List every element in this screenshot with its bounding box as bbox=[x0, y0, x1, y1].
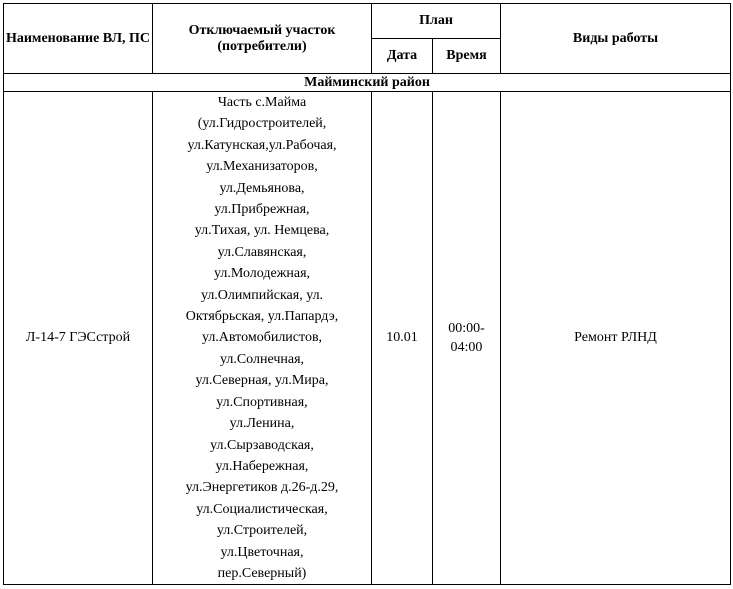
header-line-name: Наименование ВЛ, ПС bbox=[4, 4, 153, 74]
header-plan: План bbox=[372, 4, 501, 39]
outage-schedule-table bbox=[3, 3, 731, 585]
table-row bbox=[4, 92, 731, 585]
header-time: Время bbox=[433, 39, 501, 74]
header-date: Дата bbox=[372, 39, 433, 74]
header-work-type: Виды работы bbox=[501, 4, 731, 74]
date-cell: 10.01 bbox=[372, 92, 433, 585]
region-title: Майминский район bbox=[4, 74, 731, 92]
work-type-cell: Ремонт РЛНД bbox=[501, 92, 731, 585]
area-cell: Часть с.Майма (ул.Гидростроителей, ул.Катунская,ул.Рабочая, ул.Механизаторов, ул.Демьянова, ул.Прибрежная, ул.Тихая, ул. Немцева, ул.Славянская, ул.Молодежная, ул.Олимпийская, ул. Октябрьская, ул.Папардэ, ул.Автомобилистов, ул.Солнечная, ул.Северная, ул.Мира, ул.Спортивная, ул.Ленина, ул.Сырзаводская, ул.Набережная, ул.Энергетиков д.26-д.29, ул.Социалистическая, ул.Строителей, ул.Цветочная, пер.Северный) bbox=[153, 92, 372, 585]
time-cell: 00:00- 04:00 bbox=[433, 92, 501, 585]
line-name-cell: Л-14-7 ГЭСстрой bbox=[4, 92, 153, 585]
header-area: Отключаемый участок (потребители) bbox=[153, 4, 372, 74]
